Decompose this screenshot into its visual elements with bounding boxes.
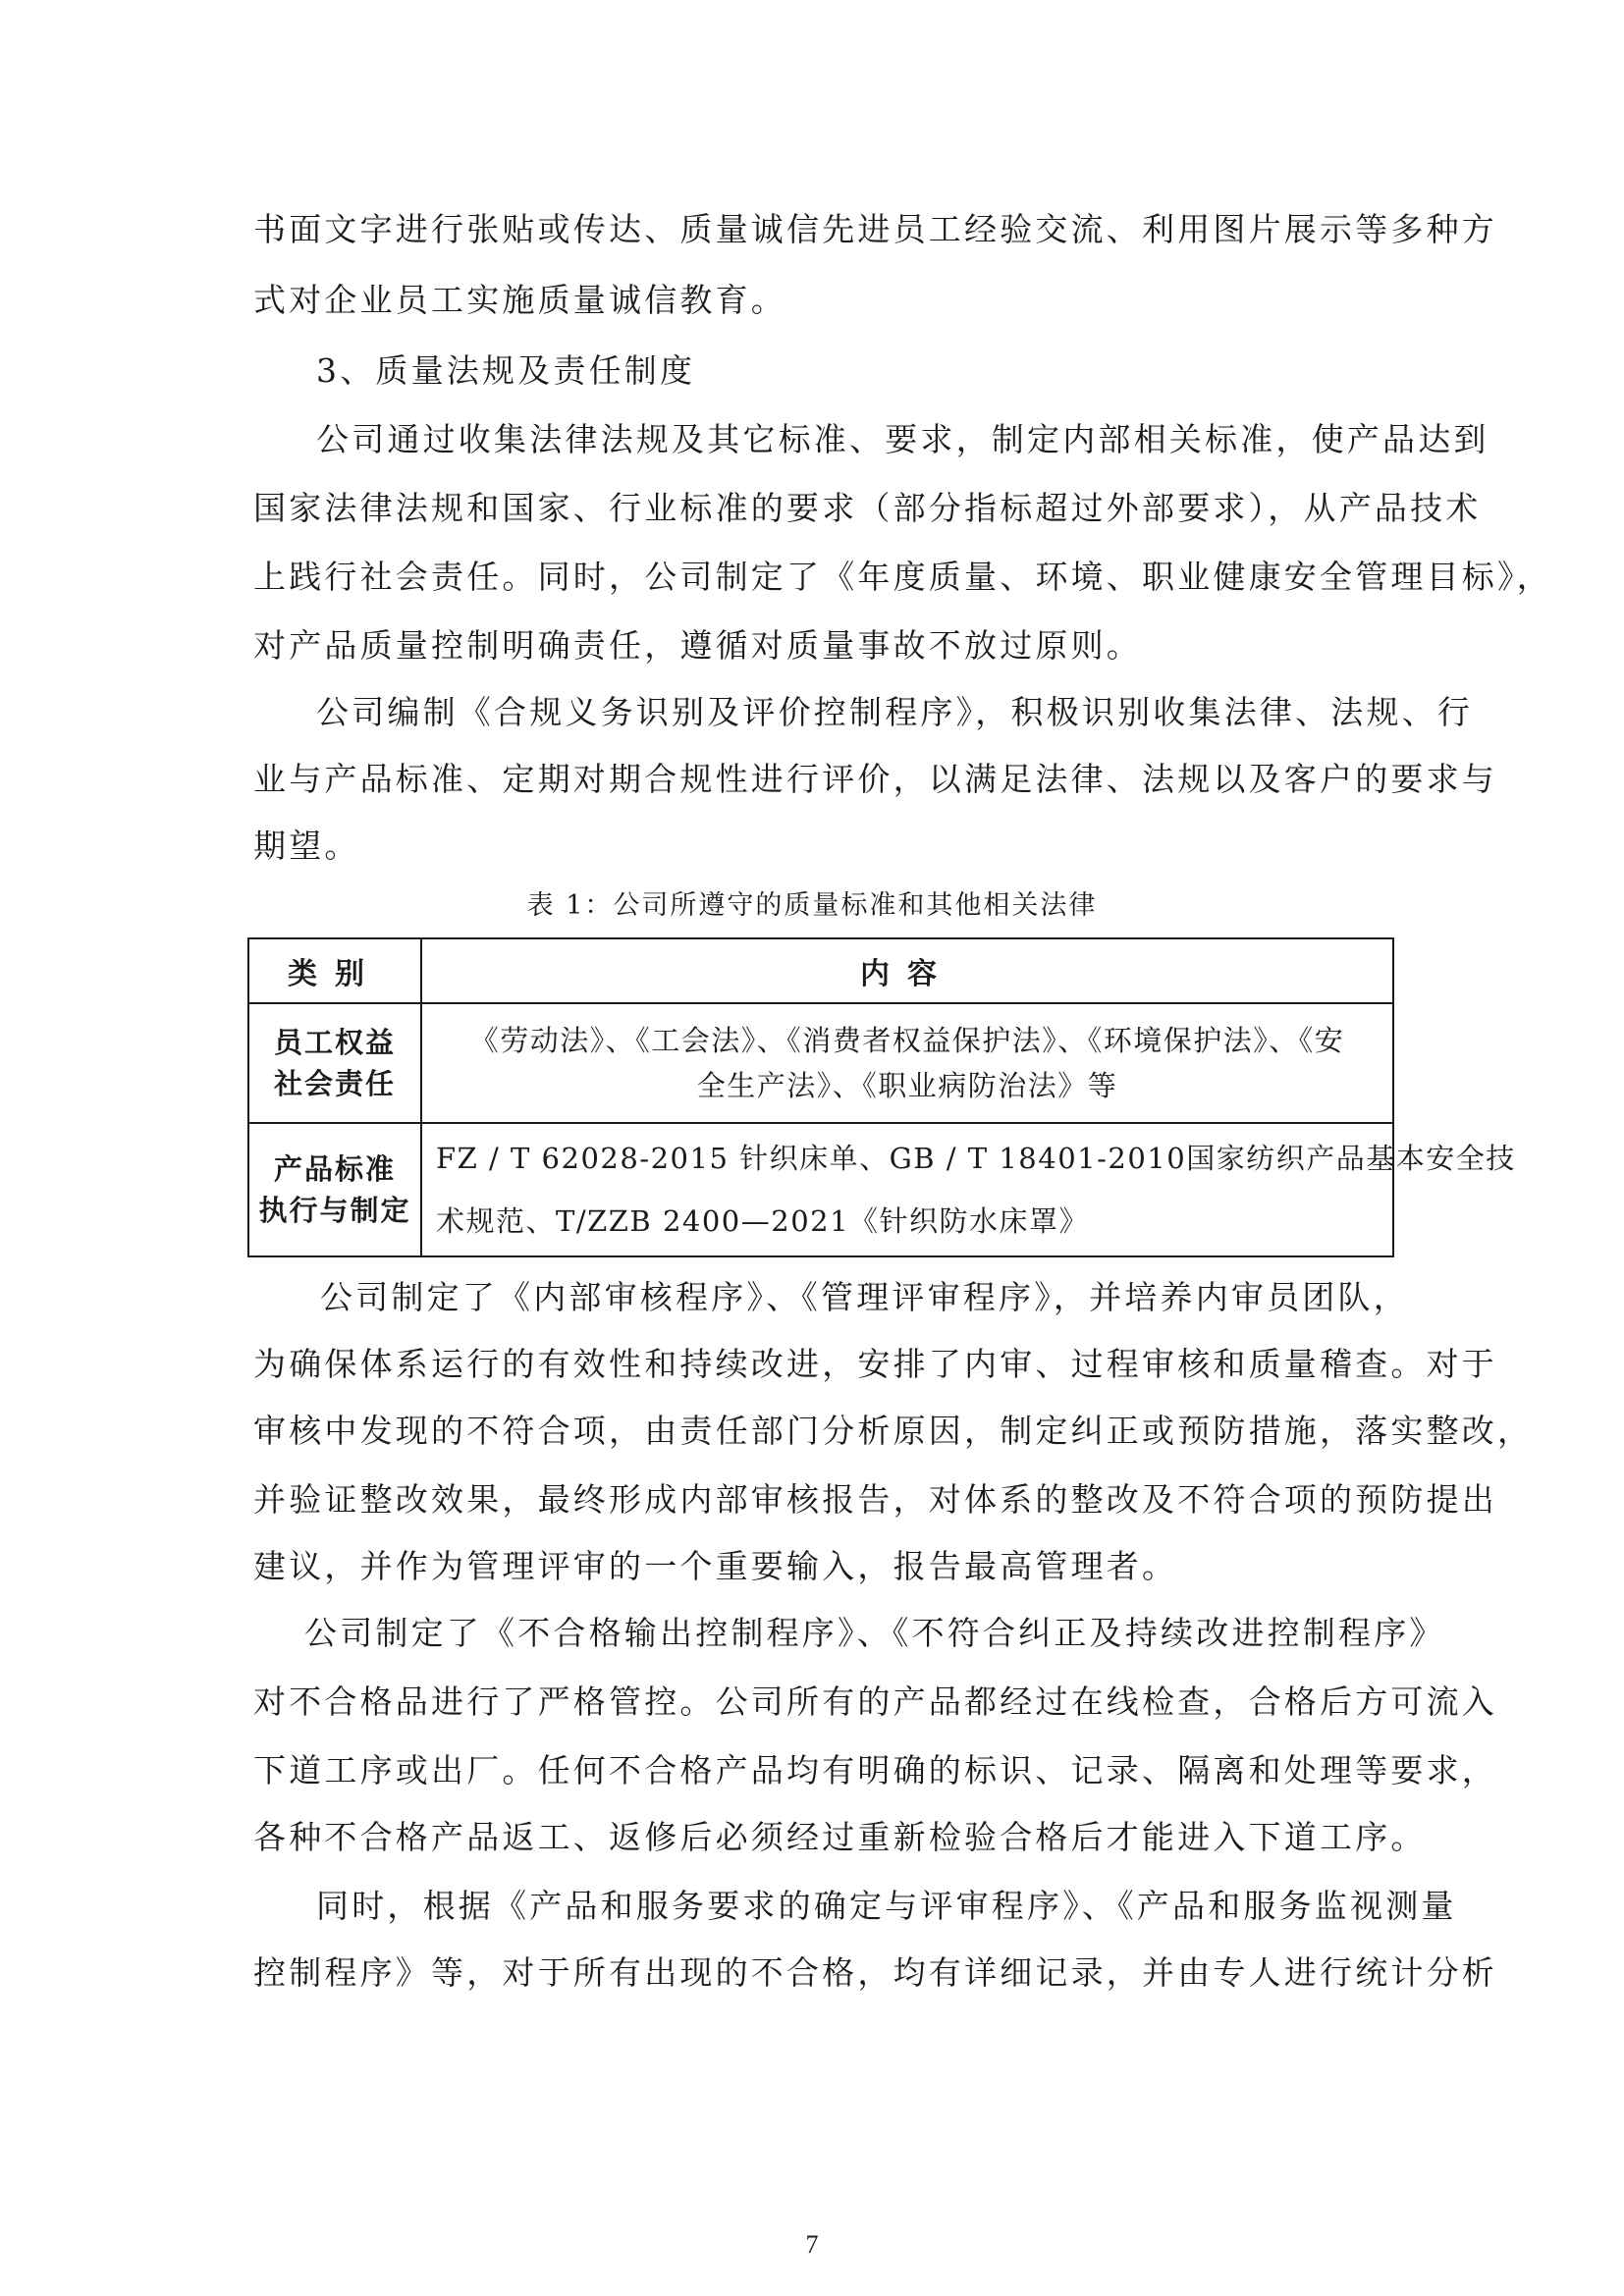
category-line: 执行与制定: [258, 1194, 411, 1227]
content-line: 术规范、T/ZZB 2400—2021《针织防水床罩》: [436, 1204, 1090, 1238]
paragraph-line: 国家法律法规和国家、行业标准的要求（部分指标超过外部要求），从产品技术: [253, 489, 1482, 527]
paragraph-line: 下道工序或出厂。任何不合格产品均有明确的标识、记录、隔离和处理等要求，: [253, 1751, 1497, 1789]
content-line: 全生产法》、《职业病防治法》等: [696, 1069, 1118, 1102]
paragraph-line: 业与产品标准、定期对期合规性进行评价，以满足法律、法规以及客户的要求与: [253, 760, 1497, 798]
header-category: 类别: [248, 938, 421, 1003]
paragraph-line: 对产品质量控制明确责任，遵循对质量事故不放过原则。: [253, 626, 1142, 665]
category-line: 社会责任: [273, 1067, 396, 1100]
paragraph-line: 期望。: [253, 827, 360, 865]
paragraph-line: 上践行社会责任。同时，公司制定了《年度质量、环境、职业健康安全管理目标》，: [253, 558, 1552, 596]
paragraph-line: 各种不合格产品返工、返修后必须经过重新检验合格后才能进入下道工序。: [253, 1818, 1427, 1856]
table-header-row: [248, 938, 1393, 1003]
row-content: [421, 1123, 1516, 1256]
paragraph-line: 对不合格品进行了严格管控。公司所有的产品都经过在线检查，合格后方可流入: [253, 1682, 1497, 1721]
paragraph-line: 同时，根据《产品和服务要求的确定与评审程序》、《产品和服务监视测量: [316, 1887, 1457, 1925]
paragraph-line: 公司制定了《不合格输出控制程序》、《不符合纠正及持续改进控制程序》: [304, 1614, 1445, 1652]
table-row: [248, 1003, 1393, 1123]
paragraph-line: 公司制定了《内部审核程序》、《管理评审程序》，并培养内审员团队，: [320, 1278, 1409, 1316]
content-line: 《劳动法》、《工会法》、《消费者权益保护法》、《环境保护法》、《安: [469, 1024, 1345, 1057]
header-content: 内容: [421, 938, 1393, 1003]
paragraph-line: 控制程序》等，对于所有出现的不合格，均有详细记录，并由专人进行统计分析: [253, 1953, 1497, 1992]
category-line: 员工权益: [273, 1026, 396, 1059]
row-category: [248, 1003, 421, 1123]
paragraph-line: 式对企业员工实施质量诚信教育。: [253, 281, 786, 319]
paragraph-line: 建议，并作为管理评审的一个重要输入，报告最高管理者。: [253, 1547, 1178, 1585]
table-row: [248, 1123, 1393, 1256]
paragraph-line: 并验证整改效果，最终形成内部审核报告，对体系的整改及不符合项的预防提出: [253, 1480, 1497, 1519]
paragraph-line: 为确保体系运行的有效性和持续改进，安排了内审、过程审核和质量稽查。对于: [253, 1345, 1497, 1383]
table-caption: 表 1：公司所遵守的质量标准和其他相关法律: [526, 890, 1098, 921]
content-line: FZ / T 62028-2015 针织床单、GB / T 18401-2010国家纺织产品基本安全技: [436, 1142, 1516, 1175]
paragraph-line: 公司通过收集法律法规及其它标准、要求，制定内部相关标准，使产品达到: [316, 420, 1489, 458]
paragraph-line: 审核中发现的不符合项，由责任部门分析原因，制定纠正或预防措施，落实整改，: [253, 1412, 1534, 1450]
section-heading: 3、质量法规及责任制度: [316, 351, 696, 390]
paragraph-line: 书面文字进行张贴或传达、质量诚信先进员工经验交流、利用图片展示等多种方: [253, 210, 1497, 248]
standards-table: [247, 937, 1516, 1257]
paragraph-line: 公司编制《合规义务识别及评价控制程序》，积极识别收集法律、法规、行: [316, 693, 1474, 731]
page-number: 7: [805, 2230, 819, 2259]
category-line: 产品标准: [273, 1152, 396, 1186]
row-category: [248, 1123, 421, 1256]
row-content: [421, 1003, 1393, 1123]
